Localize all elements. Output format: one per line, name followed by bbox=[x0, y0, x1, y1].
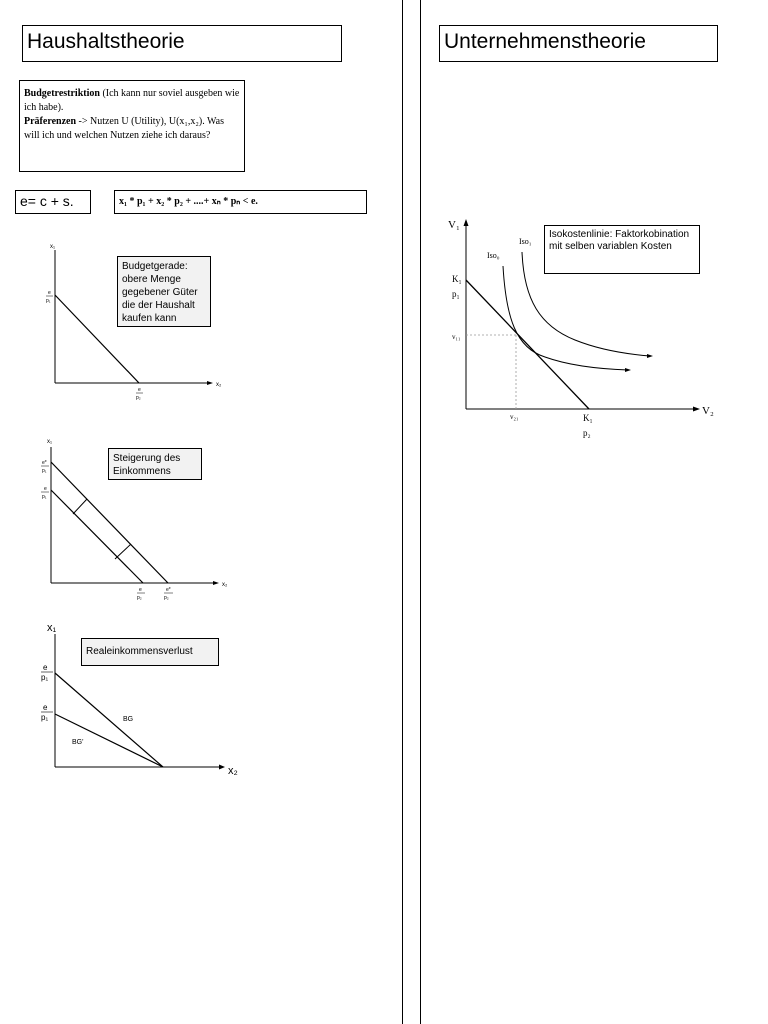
chart3-bg-label: BG bbox=[123, 716, 134, 723]
iso-k-top: K₁ bbox=[452, 274, 462, 284]
isocost-note bbox=[544, 225, 700, 274]
iso-y-arrow bbox=[464, 219, 469, 226]
chart3-y1-num: e bbox=[43, 663, 48, 672]
chart1-x-label: x₂ bbox=[216, 382, 222, 388]
iso-y-label: V₁ bbox=[448, 219, 460, 231]
chart2-x-label: x₂ bbox=[222, 582, 228, 588]
chart2-y1-den: p₁ bbox=[42, 468, 47, 474]
pref-label: Präferenzen bbox=[24, 116, 77, 127]
chart2-x2-num: e* bbox=[166, 587, 171, 593]
chart2-x2-den: p₂ bbox=[164, 595, 169, 601]
isoquant-1-arrow bbox=[647, 354, 653, 358]
equation-simple: e= c + s. bbox=[20, 193, 74, 209]
isoquant-0-curve bbox=[503, 266, 628, 370]
chart3-bg-prime-label: BG' bbox=[72, 739, 84, 746]
budget-label: Budgetrestriktion bbox=[24, 88, 100, 99]
iso-v21-label: v₂₁ bbox=[510, 413, 519, 421]
chart2-y2-den: p₁ bbox=[42, 494, 47, 500]
chart2-y2-num: e bbox=[44, 486, 47, 492]
isocost-note-text: Isokostenlinie: Faktorkobination mit selben variablen Kosten bbox=[549, 229, 690, 252]
iso-k-bottom: K₁ bbox=[583, 413, 593, 423]
iso-p-bottom: p₂ bbox=[583, 428, 591, 438]
iso-x-arrow bbox=[693, 407, 700, 412]
budget-text: (Ich kann nur soviel ausgeben wie ich habe). bbox=[24, 88, 240, 113]
equation-budget: x₁ * p₁ + x₂ * p₂ + ....+ xₙ * pₙ < e. bbox=[119, 196, 258, 207]
isoquant-0-arrow bbox=[625, 368, 631, 372]
chart3-y-label: x₁ bbox=[47, 622, 57, 634]
chart2-y1-num: e* bbox=[42, 460, 47, 466]
chart1-y-num: e bbox=[48, 290, 51, 296]
iso1-label: Iso₁ bbox=[519, 237, 532, 246]
chart3-y2-den: p₁ bbox=[41, 713, 49, 722]
iso-x-label: V₂ bbox=[702, 405, 714, 417]
chart2-note-text: Steigerung des Einkommens bbox=[113, 453, 181, 477]
iso0-label: Iso₀ bbox=[487, 251, 500, 260]
chart2-x1-den: p₂ bbox=[137, 595, 142, 601]
chart1-x-den: p₂ bbox=[136, 395, 141, 401]
chart2-y-label: x₁ bbox=[47, 439, 53, 445]
isocost-line bbox=[466, 280, 589, 409]
chart3-x-label: x₂ bbox=[228, 765, 238, 777]
pref-text: -> Nutzen U (Utility), U(x₁,x₂). Was will ich und welchen Nutzen ziehe ich daraus? bbox=[24, 116, 224, 141]
chart1-y-label: x₁ bbox=[50, 244, 56, 250]
chart3-y1-den: p₁ bbox=[41, 673, 49, 682]
iso-v11-label: v₁₁ bbox=[452, 333, 461, 341]
chart1-note-text: Budgetgerade: obere Menge gegebener Güter die der Haushalt kaufen kann bbox=[122, 261, 198, 324]
right-title-text: Unternehmenstheorie bbox=[444, 30, 646, 53]
chart3-note-text: Realeinkommensverlust bbox=[86, 646, 193, 657]
left-title-text: Haushaltstheorie bbox=[27, 30, 185, 53]
chart2-x1-num: e bbox=[139, 587, 142, 593]
chart3-y2-num: e bbox=[43, 703, 48, 712]
iso-p-top: p₁ bbox=[452, 289, 460, 299]
chart1-x-num: e bbox=[138, 387, 141, 393]
chart1-y-den: p₁ bbox=[46, 298, 51, 304]
